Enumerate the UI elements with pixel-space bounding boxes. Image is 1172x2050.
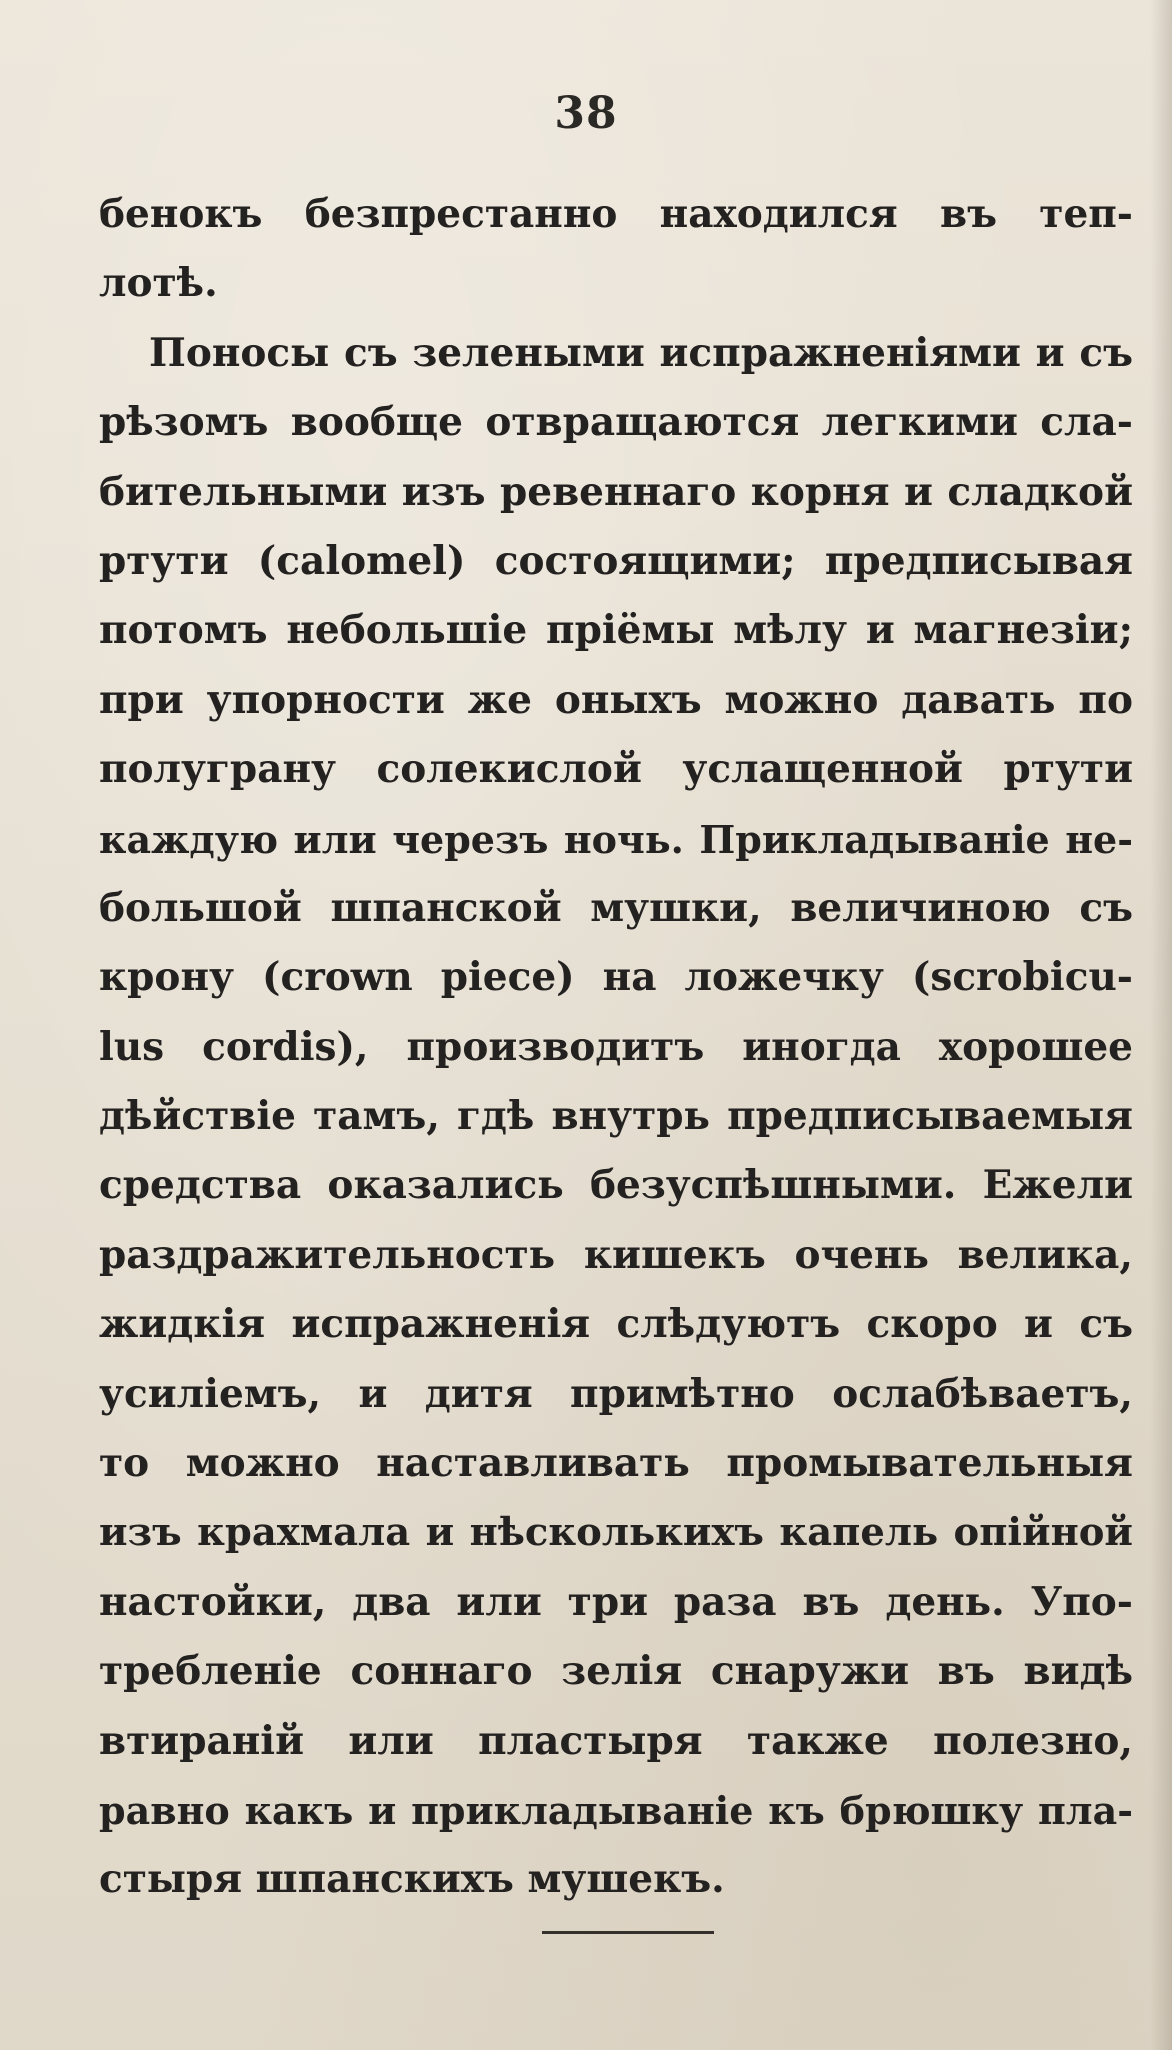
text-line: изъ крахмала и нѣсколькихъ капель опійной [99, 1510, 1133, 1556]
text-line: большой шпанской мушки, величиною съ [99, 884, 1133, 931]
text-line: ртути (calomel) состоящими; предписывая [99, 537, 1133, 584]
text-line: бенокъ безпрестанно находился въ теп- [99, 191, 1133, 237]
text-line: потомъ небольшіе пріёмы мѣлу и магнезіи; [99, 607, 1133, 654]
text-line: то можно наставливать промывательныя [99, 1440, 1133, 1487]
text-line: стыря шпанскихъ мушекъ. [99, 1856, 725, 1903]
text-line: втираній или пластыря также полезно, [99, 1717, 1133, 1764]
text-line: каждую или черезъ ночь. Прикладываніе не- [99, 816, 1133, 862]
text-line: требленіе соннаго зелія снаружи въ видѣ [99, 1648, 1133, 1695]
text-line: раздражительность кишекъ очень велика, [99, 1231, 1133, 1278]
text-line: дѣйствіе тамъ, гдѣ внутрь предписываемыя [99, 1093, 1133, 1140]
text-line: полуграну солекислой услащенной ртути [99, 746, 1133, 793]
text-line: при упорности же оныхъ можно давать по [99, 676, 1133, 723]
text-line: крону (crown piece) на ложечку (scrobicu- [99, 954, 1133, 1001]
text-line: лотѣ. [99, 260, 218, 307]
page-number: 38 [554, 88, 618, 139]
text-line: равно какъ и прикладываніе къ брюшку пла- [99, 1787, 1133, 1833]
section-divider-rule [542, 1931, 714, 1934]
page-edge-shadow [1150, 0, 1172, 2050]
text-line: усиліемъ, и дитя примѣтно ослабѣваетъ, [99, 1370, 1133, 1417]
text-line: средства оказались безуспѣшными. Ежели [99, 1162, 1133, 1209]
text-line: бительными изъ ревеннаго корня и сладкой [99, 468, 1133, 515]
text-line: рѣзомъ вообще отвращаются легкими сла- [99, 399, 1133, 446]
text-line: жидкія испражненія слѣдуютъ скоро и съ [99, 1301, 1133, 1348]
text-line: настойки, два или три раза въ день. Упо- [99, 1578, 1133, 1625]
text-line: lus cordis), производитъ иногда хорошее [99, 1023, 1133, 1070]
paragraph-first-line: Поносы съ зелеными испражненіями и съ [149, 329, 1133, 376]
body-text [99, 180, 1133, 1915]
